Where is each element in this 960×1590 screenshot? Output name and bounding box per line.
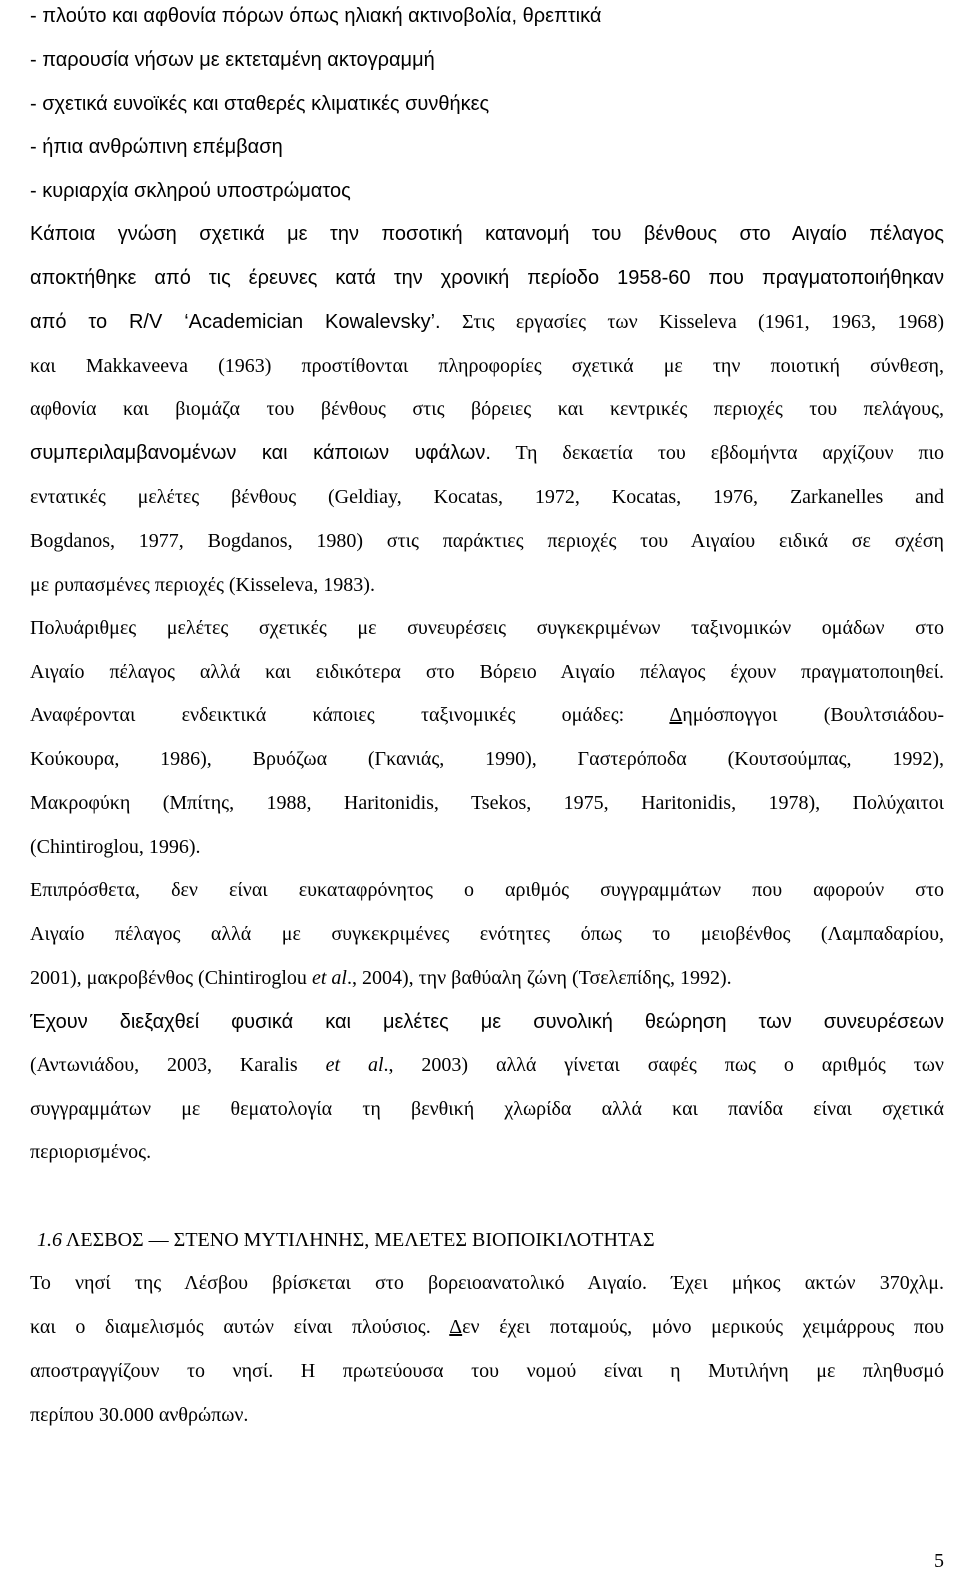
text-span: 2001), μακροβένθος (Chintiroglou xyxy=(30,967,312,989)
bullet-item: - σχετικά ευνοϊκές και σταθερές κλιματικές συνθήκες xyxy=(30,93,490,115)
paragraph-line: Αιγαίο πέλαγος αλλά και ειδικότερα στο Βόρειο Αιγαίο πέλαγος έχουν πραγματοποιηθεί. xyxy=(30,661,944,683)
text-span: ., 2003) αλλά γίνεται σαφές πως ο αριθμός των xyxy=(383,1054,944,1076)
paragraph-line: με ρυπασμένες περιοχές (Kisseleva, 1983). xyxy=(30,574,375,596)
paragraph-line: αφθονία και βιομάζα του βένθους στις βόρειες και κεντρικές περιοχές του πελάγους, xyxy=(30,398,944,420)
paragraph-line: και Makkaveeva (1963) προστίθονται πληροφορίες σχετικά με την ποιοτική σύνθεση, xyxy=(30,355,944,377)
paragraph-line: Επιπρόσθετα, δεν είναι ευκαταφρόνητος ο αριθμός συγγραμμάτων που αφορούν στο xyxy=(30,879,944,901)
paragraph-line: Πολυάριθμες μελέτες σχετικές με συνευρέσεις συγκεκριμένων ταξινομικών ομάδων στο xyxy=(30,617,944,639)
bullet-item: - παρουσία νήσων με εκτεταμένη ακτογραμμή xyxy=(30,49,435,71)
paragraph-line: Αιγαίο πέλαγος αλλά με συγκεκριμένες ενότητες όπως το μειοβένθος (Λαμπαδαρίου, xyxy=(30,923,944,945)
text-span: και ο διαμελισμός αυτών είναι πλούσιος. xyxy=(30,1316,450,1338)
text-span: Στις εργασίες των Kisseleva (1961, 1963, 1968) xyxy=(440,311,944,333)
paragraph-line xyxy=(30,309,944,335)
text-span: Δ xyxy=(669,704,683,726)
paragraph-line: συγγραμμάτων με θεματολογία τη βενθική χλωρίδα αλλά και πανίδα είναι σχετικά xyxy=(30,1098,944,1120)
text-span: Δ xyxy=(449,1316,463,1338)
text-span: συμπεριλαμβανομένων και κάποιων υφάλων. xyxy=(30,442,491,464)
paragraph-line xyxy=(30,1314,944,1340)
text-span: από το R/V ‘Academician Kowalevsky’. xyxy=(30,311,441,333)
paragraph-line: Κάποια γνώση σχετικά με την ποσοτική κατανομή του βένθους στο Αιγαίο πέλαγος xyxy=(30,223,944,245)
paragraph-line: Μακροφύκη (Μπίτης, 1988, Haritonidis, Tsekos, 1975, Haritonidis, 1978), Πολύχαιτοι xyxy=(30,792,944,814)
paragraph-line: εντατικές μελέτες βένθους (Geldiay, Kocatas, 1972, Kocatas, 1976, Zarkanelles and xyxy=(30,486,944,508)
paragraph-line xyxy=(30,965,732,991)
paragraph-line: περιορισμένος. xyxy=(30,1141,152,1163)
bullet-item: - πλούτο και αφθονία πόρων όπως ηλιακή ακτινοβολία, θρεπτικά xyxy=(30,5,602,27)
paragraph-line xyxy=(30,1052,944,1078)
paragraph-line xyxy=(30,702,944,728)
bullet-item: - ήπια ανθρώπινη επέμβαση xyxy=(30,136,283,158)
bullet-item: - κυριαρχία σκληρού υποστρώματος xyxy=(30,180,351,202)
section-heading xyxy=(37,1227,655,1253)
paragraph-line: Έχουν διεξαχθεί φυσικά και μελέτες με συνολική θεώρηση των συνευρέσεων xyxy=(30,1011,944,1033)
paragraph-line: περίπου 30.000 ανθρώπων. xyxy=(30,1404,249,1426)
paragraph-line: αποκτήθηκε από τις έρευνες κατά την χρονική περίοδο 1958-60 που πραγματοποιήθηκαν xyxy=(30,267,944,289)
section-number: 1.6 xyxy=(37,1229,62,1251)
text-span: (Αντωνιάδου, 2003, Karalis xyxy=(30,1054,326,1076)
paragraph-line: Το νησί της Λέσβου βρίσκεται στο βορειοανατολικό Αιγαίο. Έχει μήκος ακτών 370χλμ. xyxy=(30,1272,944,1294)
paragraph-line: Bogdanos, 1977, Bogdanos, 1980) στις παράκτιες περιοχές του Αιγαίου ειδικά σε σχέση xyxy=(30,530,944,552)
text-span: et al xyxy=(325,1054,384,1076)
page-number: 5 xyxy=(934,1550,944,1572)
text-span: et al xyxy=(311,967,347,989)
paragraph-line: Κούκουρα, 1986), Βρυόζωα (Γκανιάς, 1990), Γαστερόποδα (Κουτσούμπας, 1992), xyxy=(30,748,944,770)
text-span: ημόσπογγοι (Βουλτσιάδου- xyxy=(682,704,944,726)
text-span: Αναφέρονται ενδεικτικά κάποιες ταξινομικές ομάδες: xyxy=(30,704,625,726)
paragraph-line xyxy=(30,440,944,466)
text-span: Τη δεκαετία του εβδομήντα αρχίζουν πιο xyxy=(490,442,944,464)
text-span: ., 2004), την βαθύαλη ζώνη (Τσελεπίδης, 1992). xyxy=(346,967,732,989)
paragraph-line: αποστραγγίζουν το νησί. Η πρωτεύουσα του νομού είναι η Μυτιλήνη με πληθυσμό xyxy=(30,1360,944,1382)
paragraph-line: (Chintiroglou, 1996). xyxy=(30,836,201,858)
section-title: ΛΕΣΒΟΣ — ΣΤΕΝΟ ΜΥΤΙΛΗΝΗΣ, ΜΕΛΕΤΕΣ ΒΙΟΠΟΙΚΙΛΟΤΗΤΑΣ xyxy=(62,1229,655,1251)
text-span: εν έχει ποταμούς, μόνο μερικούς χειμάρρους που xyxy=(462,1316,944,1338)
